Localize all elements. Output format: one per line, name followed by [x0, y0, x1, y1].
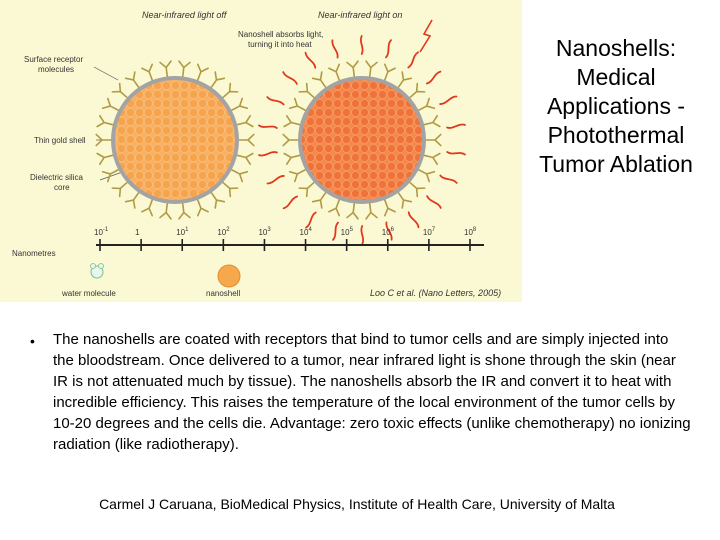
heat-wave [306, 212, 316, 227]
receptor-molecule [239, 134, 254, 145]
nanoshell-light-on [259, 36, 465, 244]
scale-tick-label: $10^2$ [217, 227, 230, 237]
scale-tick-label: $10^5$ [340, 227, 353, 237]
heat-wave [386, 40, 391, 57]
scale-tick-label: 1 [135, 228, 140, 237]
receptor-molecule [329, 200, 339, 216]
nanoshell-diagram-svg [0, 0, 522, 302]
absorb-label-line-1: Nanoshell absorbs light, [238, 30, 324, 39]
heat-wave [259, 125, 277, 128]
heat-wave [427, 196, 441, 208]
water-molecule-icon [91, 264, 104, 279]
receptor-molecule [126, 193, 139, 208]
receptor-molecule [223, 182, 238, 196]
heat-wave [440, 97, 456, 105]
receptor-molecule [366, 61, 377, 76]
receptor-molecule [198, 64, 208, 80]
silica-label-line-1: Dielectric silica [30, 173, 83, 182]
receptor-molecule [232, 170, 248, 182]
gold-shell-label: Thin gold shell [34, 136, 86, 145]
receptor-molecule [366, 204, 377, 219]
receptor-molecule [211, 193, 224, 208]
receptor-molecule [112, 182, 127, 196]
receptor-molecule [284, 153, 300, 164]
receptor-molecule [290, 98, 306, 110]
receptor-molecule [398, 72, 411, 87]
receptor-molecule [329, 64, 339, 80]
receptor-molecule [160, 61, 171, 76]
receptor-molecule [198, 200, 208, 216]
nanoshell-scale-icon [218, 265, 240, 287]
heat-wave [409, 212, 419, 227]
silica-label-line-2: core [54, 183, 70, 192]
receptor-molecule [290, 170, 306, 182]
heat-wave [447, 125, 465, 128]
water-molecule-label: water molecule [62, 289, 116, 298]
heat-wave [268, 176, 284, 184]
receptor-molecule [126, 72, 139, 87]
receptor-label-line-2: molecules [38, 65, 75, 74]
receptor-molecule [424, 153, 440, 164]
left-panel-title: Near-infrared light off [142, 10, 227, 20]
scale-unit-label: Nanometres [12, 249, 56, 258]
receptor-molecule [112, 84, 127, 98]
bullet-marker: • [30, 333, 35, 349]
heat-wave [332, 40, 337, 57]
receptor-molecule [347, 61, 358, 76]
absorb-label-line-2: turning it into heat [248, 40, 312, 49]
right-panel-title: Near-infrared light on [318, 10, 403, 20]
receptor-molecule [142, 200, 152, 216]
receptor-molecule [179, 61, 190, 76]
receptor-molecule [410, 84, 425, 98]
receptor-molecule [237, 116, 253, 127]
receptor-molecule [179, 204, 190, 219]
nanoshell-scale-label: nanoshell [206, 289, 241, 298]
receptor-pointer [94, 67, 118, 80]
heat-wave [361, 36, 363, 54]
receptor-molecule [410, 182, 425, 196]
heat-wave [333, 223, 338, 240]
scale-tick-label: $10^{-1}$ [94, 227, 109, 237]
receptor-molecule [385, 64, 395, 80]
heat-wave [283, 72, 297, 84]
heat-wave [267, 97, 283, 104]
heat-wave [259, 152, 277, 155]
scale-tick-label: $10^8$ [464, 227, 477, 237]
heat-wave [361, 226, 363, 244]
bullet-text: The nanoshells are coated with receptors that bind to tumor cells and are simply injected into the bloodstream. Once delivered to a tumor, near infrared light is shone through the skin (near IR is not attenuated much by tissue). The nanoshells absorb the IR and convert it to heat with incredible efficiency. This raises the temperature of the local environment of the tumor cells by 10-20 degrees and the cells die. Advantage: zero toxic effects (unlike chemotherapy) no ionizing radiation (like radiotherapy). [53, 331, 691, 453]
silica-core-heated [302, 80, 422, 200]
receptor-molecule [426, 134, 441, 145]
receptor-molecule [385, 200, 395, 216]
receptor-molecule [299, 84, 314, 98]
receptor-molecule [398, 193, 411, 208]
nanoshell-diagram [0, 0, 522, 302]
receptor-molecule [232, 98, 248, 110]
scale-tick-label: $10^4$ [299, 227, 312, 237]
slide-footer: Carmel J Caruana, BioMedical Physics, Institute of Health Care, University of Malta [99, 496, 615, 512]
lightning-bolt-icon [420, 20, 432, 52]
receptor-molecule [284, 116, 300, 127]
receptor-molecule [142, 64, 152, 80]
receptor-molecule [313, 72, 326, 87]
receptor-molecule [313, 193, 326, 208]
receptor-molecule [419, 98, 435, 110]
scale-tick-label: $10^6$ [381, 227, 395, 237]
receptor-molecule [424, 116, 440, 127]
receptor-molecule [283, 134, 298, 145]
silica-core [115, 80, 235, 200]
receptor-molecule [211, 72, 224, 87]
receptor-molecule [223, 84, 238, 98]
heat-wave [408, 52, 418, 67]
nanoshell-light-off [96, 61, 254, 219]
heat-wave [440, 176, 456, 183]
heat-wave [306, 53, 316, 68]
heat-wave [284, 196, 298, 208]
receptor-molecule [419, 170, 435, 182]
receptor-molecule [299, 182, 314, 196]
scale-tick-label: $10^3$ [258, 227, 271, 237]
receptor-molecule [237, 153, 253, 164]
citation: Loo C et al. (Nano Letters, 2005) [370, 288, 502, 298]
receptor-label-line-1: Surface receptor [24, 55, 84, 64]
receptor-molecule [103, 170, 119, 182]
heat-wave [427, 72, 441, 84]
receptor-molecule [347, 204, 358, 219]
receptor-molecule [103, 98, 119, 110]
scale-tick-label: $10^1$ [176, 227, 189, 237]
scale-ticks [94, 227, 477, 251]
receptor-molecule [97, 153, 113, 164]
heat-wave [447, 152, 465, 155]
receptor-molecule [160, 204, 171, 219]
scale-tick-label: $10^7$ [422, 227, 436, 237]
receptor-molecule [97, 116, 113, 127]
slide-title: Nanoshells: Medical Applications - Photothermal Tumor Ablation [539, 35, 693, 177]
